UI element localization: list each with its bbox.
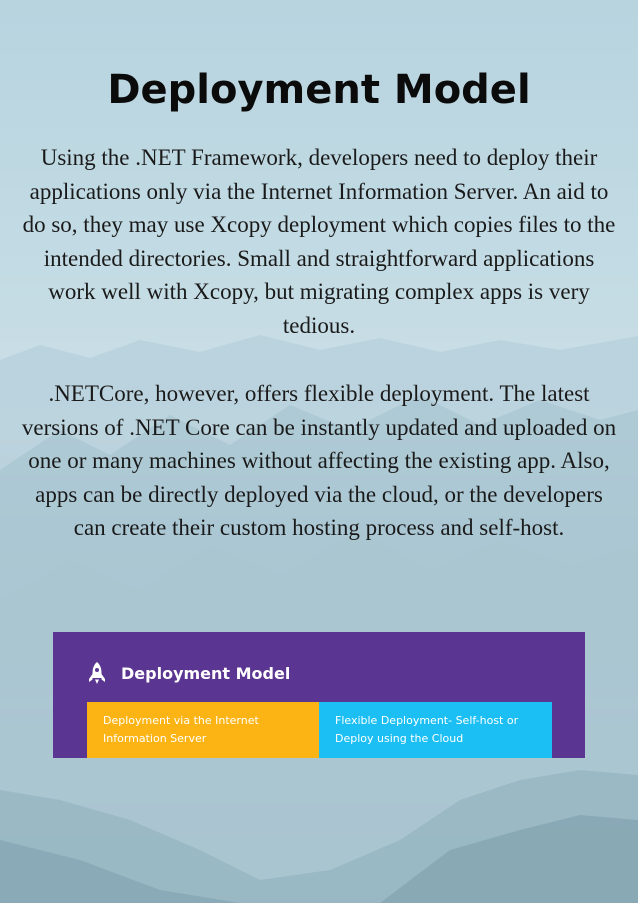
deployment-model-card xyxy=(53,632,585,758)
paragraph-dotnet-framework: Using the .NET Framework, developers need to deploy their applications only via the Internet Information Server. An aid to do so, they may use Xcopy deployment which copies files to the intended directories. Small and straightforward applications work well with Xcopy, but migrating complex apps is very tedious. xyxy=(22,145,616,338)
rocket-icon xyxy=(87,661,107,685)
card-header xyxy=(87,660,290,686)
page-title: Deployment Model xyxy=(107,67,531,113)
box-iis-deployment: Deployment via the Internet Information Server xyxy=(87,702,319,758)
paragraph-dotnet-core: .NETCore, however, offers flexible deployment. The latest versions of .NET Core can be instantly updated and uploaded on one or many machines without affecting the existing app. Also, apps can be directly deployed via the cloud, or the developers can create their custom hosting process and self-host. xyxy=(21,381,617,541)
box-flexible-deployment: Flexible Deployment- Self-host or Deploy using the Cloud xyxy=(319,702,552,758)
card-title: Deployment Model xyxy=(121,663,291,683)
